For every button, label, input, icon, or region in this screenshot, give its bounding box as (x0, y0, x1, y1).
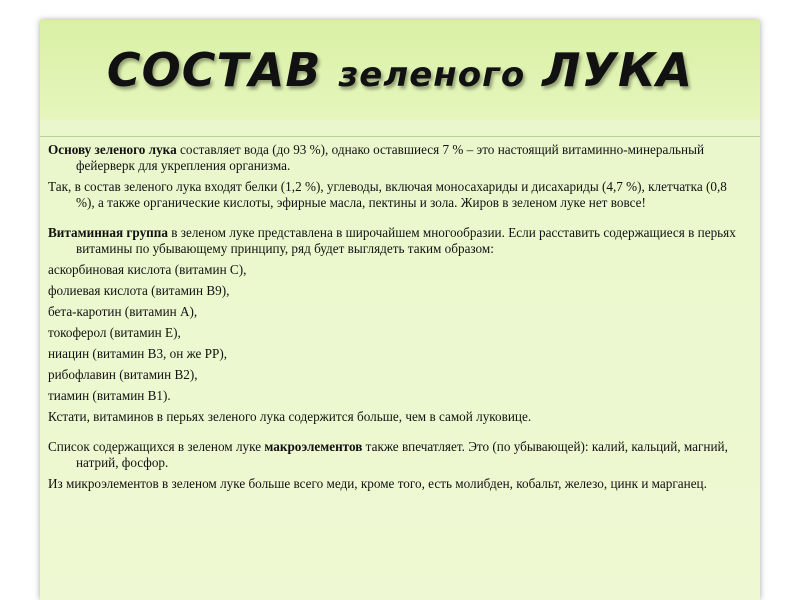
vitamin-item: аскорбиновая кислота (витамин С), (48, 262, 247, 277)
title-part-2: зеленого (338, 55, 526, 95)
vitamin-item: бета-каротин (витамин А), (48, 304, 198, 319)
divider (40, 136, 760, 137)
paragraph-composition: Так, в состав зеленого лука входят белки (1,2 %), углеводы, включая моносахариды и дисахариды (4,7 %), клетчатка (0,8 %), а также органические кислоты, эфирные масла, пектины и зола. Жиров в зеленом луке нет вовсе! (48, 179, 727, 210)
paragraph-microelements: Из микроэлементов в зеленом луке больше всего меди, кроме того, есть молибден, кобальт, железо, цинк и марганец. (48, 476, 707, 491)
bold-term: Витаминная группа (48, 225, 168, 240)
paragraph-vitamins (48, 225, 748, 257)
paragraph-text: Список содержащихся в зеленом луке (48, 439, 265, 454)
spacer (48, 430, 748, 439)
slide-title (107, 43, 693, 97)
bold-term: макроэлементов (264, 439, 363, 454)
paragraph-text: составляет вода (до 93 %), однако оставшиеся 7 % – это настоящий витаминно-минеральный фейерверк для укрепления организма. (76, 142, 705, 173)
spacer (48, 216, 748, 225)
slide (40, 20, 760, 600)
paragraph-base (48, 142, 748, 174)
title-part-1: СОСТАВ (106, 43, 339, 97)
title-band (40, 20, 760, 120)
paragraph-macroelements (48, 439, 748, 471)
paragraph-text: в зеленом луке представлена в широчайшем многообразии. Если расставить содержащиеся в перьях витамины по убывающему принципу, ряд будет выглядеть таким образом: (76, 225, 736, 256)
bold-term: Основу зеленого лука (48, 142, 177, 157)
vitamin-item: фолиевая кислота (витамин В9), (48, 283, 230, 298)
vitamin-item: рибофлавин (витамин В2), (48, 367, 198, 382)
vitamin-item: токоферол (витамин Е), (48, 325, 181, 340)
vitamin-item: ниацин (витамин В3, он же РР), (48, 346, 228, 361)
paragraph-text: также впечатляет. Это (по убывающей): калий, кальций, магний, натрий, фосфор. (76, 439, 728, 470)
paragraph-note: Кстати, витаминов в перьях зеленого лука содержится больше, чем в самой луковице. (48, 409, 532, 424)
slide-body (48, 142, 748, 497)
title-part-3: ЛУКА (525, 43, 694, 97)
vitamin-item: тиамин (витамин В1). (48, 388, 171, 403)
